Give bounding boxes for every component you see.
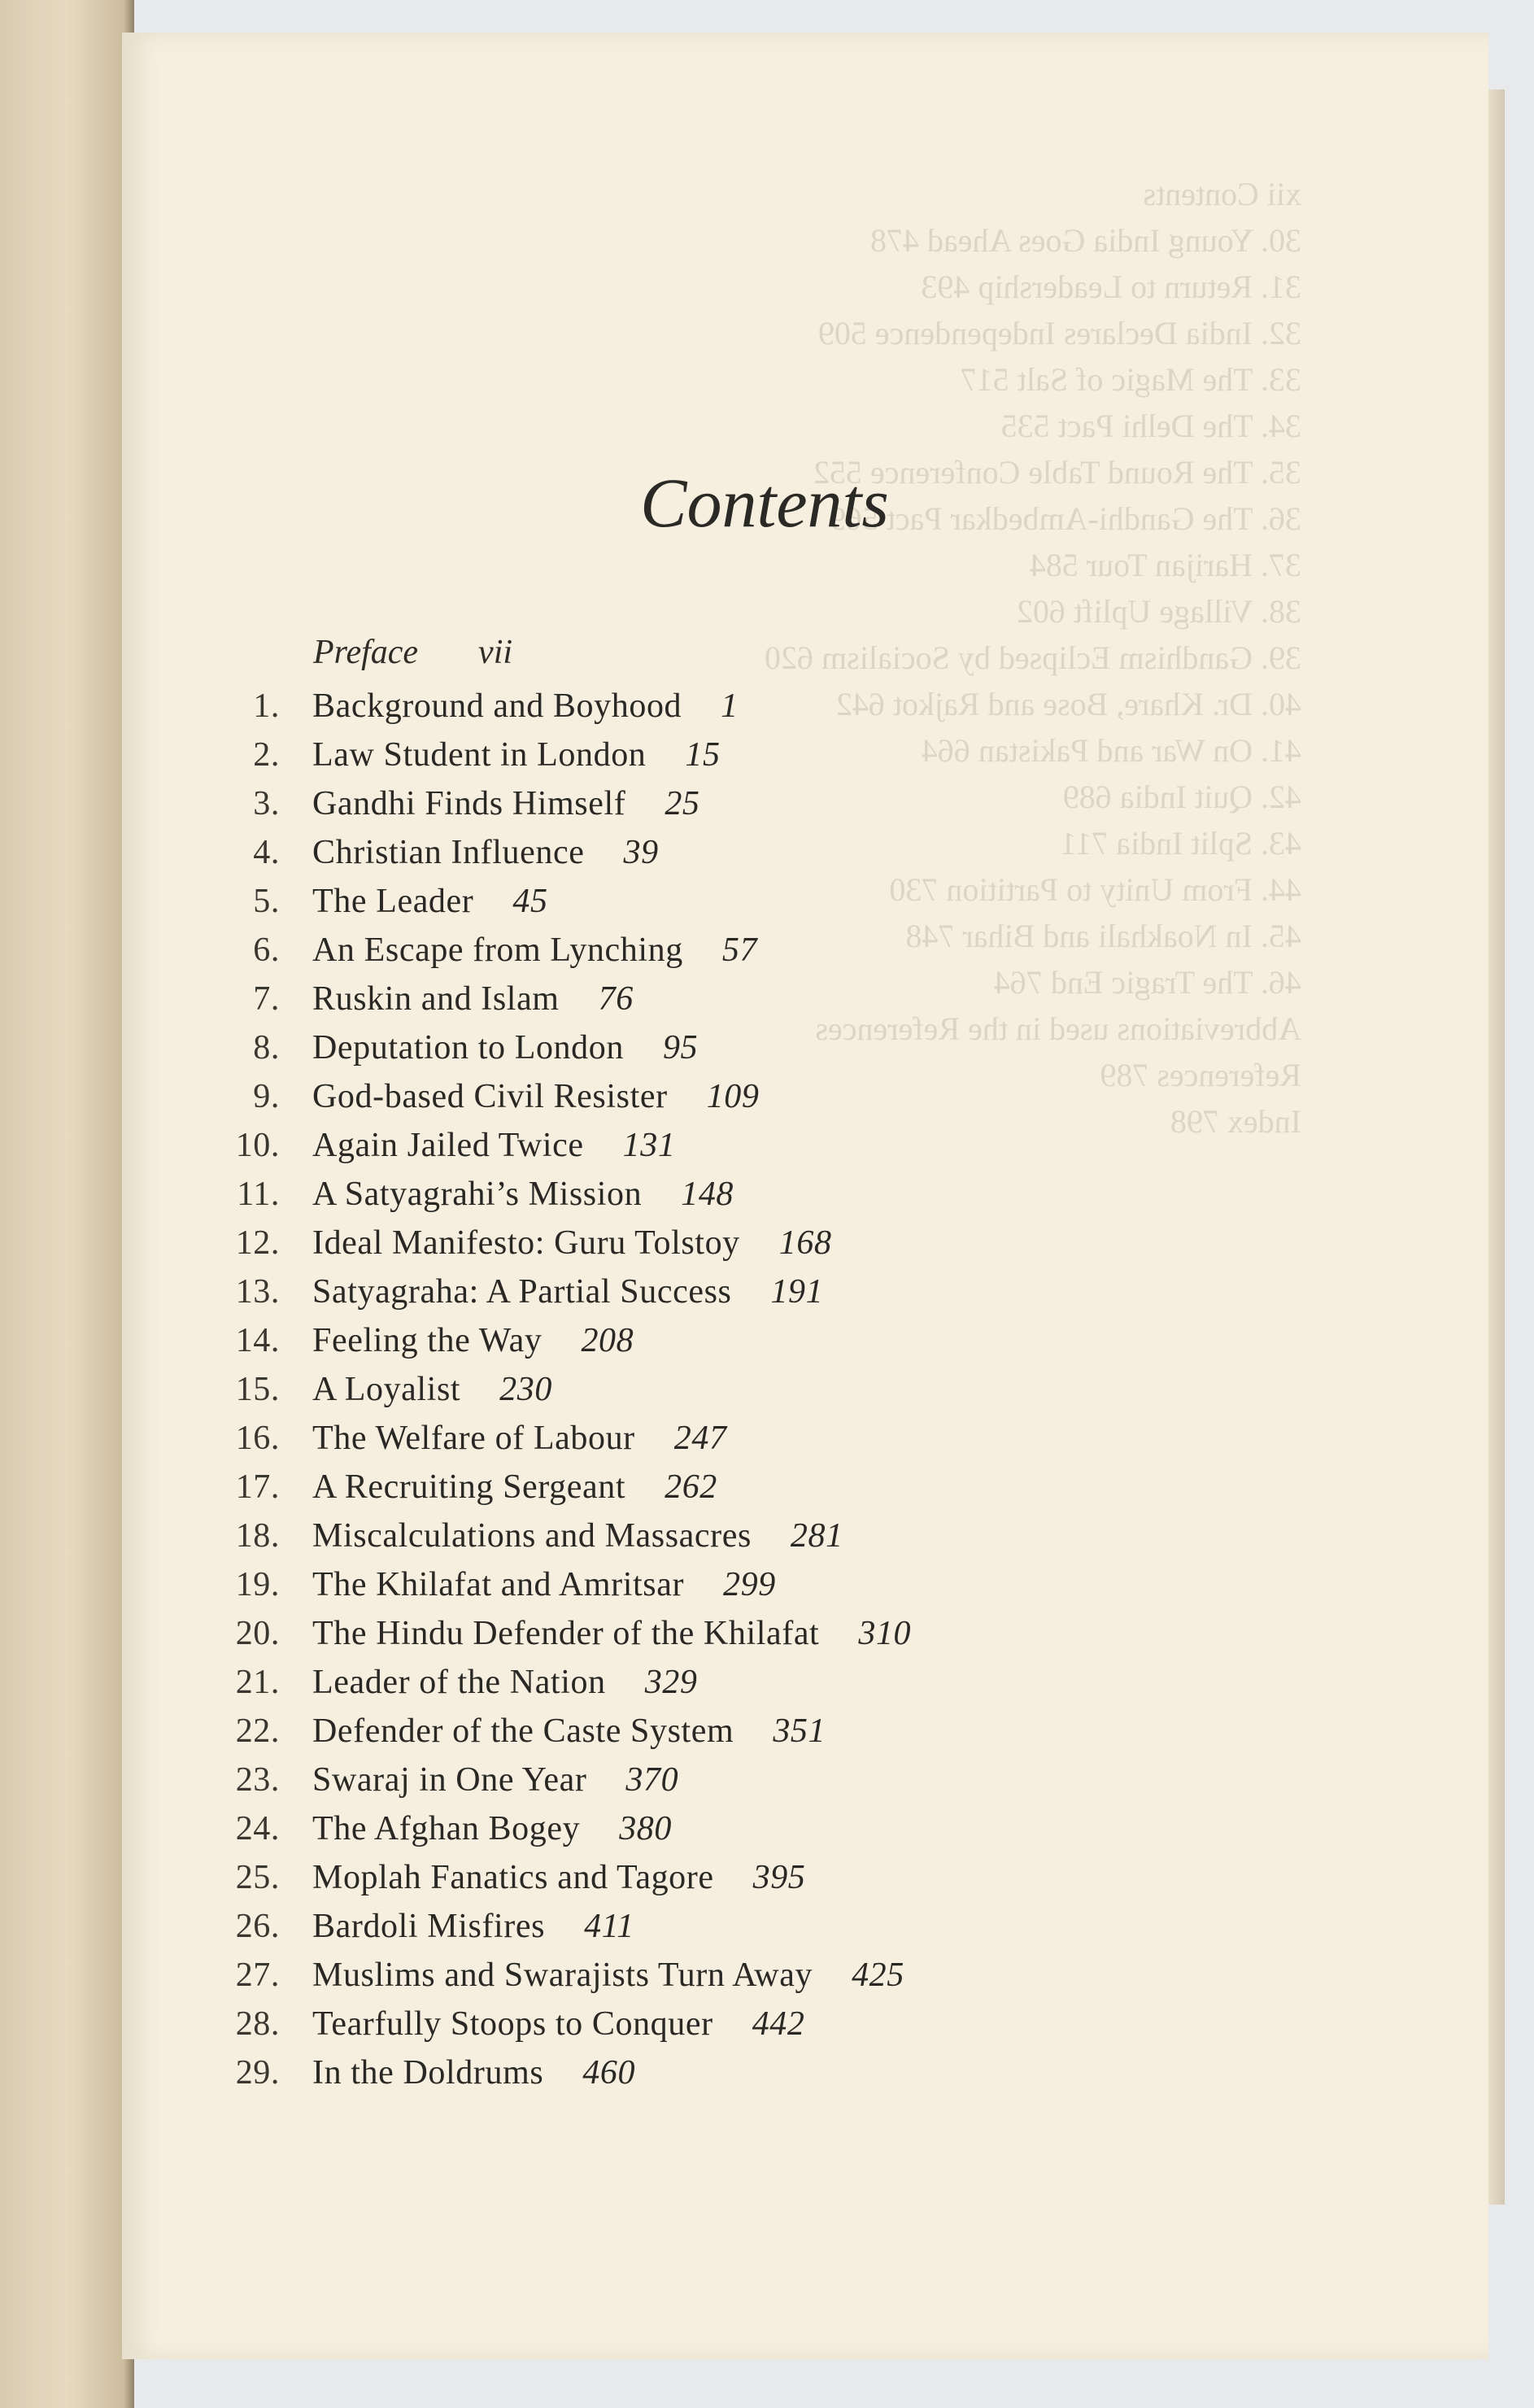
chapter-title: Christian Influence xyxy=(312,834,585,871)
chapter-page: 76 xyxy=(598,980,634,1018)
toc-entry xyxy=(203,1804,1098,1853)
chapter-page: 57 xyxy=(721,931,758,969)
toc-entry xyxy=(203,1267,1098,1316)
chapter-title: Satyagraha: A Partial Success xyxy=(312,1273,732,1311)
toc-entry xyxy=(203,1365,1098,1414)
toc-entry xyxy=(203,828,1098,877)
chapter-number: 9. xyxy=(253,1078,280,1115)
chapter-title: Ruskin and Islam xyxy=(312,980,560,1018)
chapter-title: The Hindu Defender of the Khilafat xyxy=(312,1615,820,1652)
preface-entry xyxy=(313,633,512,672)
show-through-line: Index 798 xyxy=(1170,1103,1301,1140)
chapter-page: 380 xyxy=(619,1810,673,1847)
toc-entry xyxy=(203,1316,1098,1365)
chapter-title: Miscalculations and Massacres xyxy=(312,1517,752,1555)
preface-label: Preface xyxy=(313,634,419,671)
chapter-title: A Satyagrahi’s Mission xyxy=(312,1176,643,1213)
show-through-line: 32. India Declares Independence 509 xyxy=(817,315,1301,351)
show-through-line: 44. From Unity to Partition 730 xyxy=(889,871,1301,908)
chapter-page: 25 xyxy=(665,785,700,822)
chapter-title: Feeling the Way xyxy=(312,1322,543,1359)
toc-entry xyxy=(203,1170,1098,1219)
chapter-title: Moplah Fanatics and Tagore xyxy=(312,1859,714,1896)
chapter-number: 2. xyxy=(253,736,280,774)
toc-entry xyxy=(203,1121,1098,1170)
chapter-number: 13. xyxy=(235,1273,280,1311)
facing-page xyxy=(0,0,134,2408)
show-through-line: xii Contents xyxy=(1143,176,1301,212)
chapter-page: 329 xyxy=(644,1664,698,1701)
show-through-line: 36. The Gandhi-Ambedkar Pact 569 xyxy=(829,500,1301,537)
toc-entry xyxy=(203,1512,1098,1560)
chapter-number: 4. xyxy=(253,834,280,871)
chapter-title: A Loyalist xyxy=(312,1371,461,1408)
show-through-line: 46. The Tragic End 764 xyxy=(993,964,1301,1001)
chapter-title: Law Student in London xyxy=(312,736,647,774)
toc-entry xyxy=(203,1414,1098,1463)
show-through-line: 39. Gandhism Eclipsed by Socialism 620 xyxy=(765,639,1301,676)
chapter-title: The Khilafat and Amritsar xyxy=(312,1566,685,1603)
chapter-page: 299 xyxy=(723,1566,776,1603)
chapter-page: 281 xyxy=(790,1517,843,1555)
show-through-line: References 789 xyxy=(1100,1057,1301,1093)
chapter-number: 11. xyxy=(237,1176,280,1213)
chapter-title: Muslims and Swarajists Turn Away xyxy=(312,1956,813,1994)
toc-entry xyxy=(203,1707,1098,1756)
toc-entry xyxy=(203,975,1098,1023)
table-of-contents xyxy=(203,682,1098,2097)
preface-page: vii xyxy=(478,634,513,671)
chapter-title: Deputation to London xyxy=(312,1029,624,1067)
chapter-number: 19. xyxy=(235,1566,280,1603)
chapter-title: Tearfully Stoops to Conquer xyxy=(312,2005,713,2043)
chapter-page: 351 xyxy=(773,1712,826,1750)
chapter-title: Leader of the Nation xyxy=(312,1664,606,1701)
show-through-line: 38. Village Uplift 602 xyxy=(1016,593,1301,630)
chapter-title: Again Jailed Twice xyxy=(312,1127,584,1164)
chapter-number: 21. xyxy=(235,1664,280,1701)
chapter-number: 20. xyxy=(235,1615,280,1652)
toc-entry xyxy=(203,926,1098,975)
show-through-line: 42. Quit India 689 xyxy=(1062,779,1301,815)
chapter-page: 191 xyxy=(770,1273,824,1311)
chapter-title: The Afghan Bogey xyxy=(312,1810,581,1847)
chapter-page: 395 xyxy=(752,1859,806,1896)
chapter-number: 7. xyxy=(253,980,280,1018)
chapter-page: 442 xyxy=(752,2005,805,2043)
chapter-title: The Leader xyxy=(312,883,474,920)
chapter-page: 148 xyxy=(681,1176,734,1213)
chapter-page: 460 xyxy=(582,2054,636,2092)
chapter-number: 8. xyxy=(253,1029,280,1067)
chapter-number: 12. xyxy=(235,1224,280,1262)
toc-entry xyxy=(203,2000,1098,2048)
toc-entry xyxy=(203,1219,1098,1267)
chapter-number: 25. xyxy=(235,1859,280,1896)
chapter-number: 14. xyxy=(235,1322,280,1359)
toc-entry xyxy=(203,1609,1098,1658)
chapter-number: 22. xyxy=(235,1712,280,1750)
chapter-page: 45 xyxy=(512,883,548,920)
chapter-title: An Escape from Lynching xyxy=(312,931,683,969)
toc-entry xyxy=(203,1951,1098,2000)
chapter-page: 15 xyxy=(685,736,721,774)
chapter-title: Gandhi Finds Himself xyxy=(312,785,626,822)
chapter-page: 411 xyxy=(584,1908,634,1945)
show-through-line: 33. The Magic of Salt 517 xyxy=(960,361,1301,398)
chapter-number: 24. xyxy=(235,1810,280,1847)
toc-entry xyxy=(203,1560,1098,1609)
show-through-line: 43. Split India 711 xyxy=(1060,825,1301,862)
show-through-line: 41. On War and Pakistan 664 xyxy=(921,732,1301,769)
chapter-number: 27. xyxy=(235,1956,280,1994)
toc-entry xyxy=(203,1072,1098,1121)
chapter-page: 230 xyxy=(499,1371,552,1408)
chapter-number: 18. xyxy=(235,1517,280,1555)
chapter-page: 370 xyxy=(625,1761,679,1799)
chapter-title: Background and Boyhood xyxy=(312,687,682,725)
chapter-title: Swaraj in One Year xyxy=(312,1761,587,1799)
chapter-number: 1. xyxy=(253,687,280,725)
toc-entry xyxy=(203,1658,1098,1707)
chapter-page: 262 xyxy=(665,1468,717,1506)
toc-entry xyxy=(203,1853,1098,1902)
chapter-title: God-based Civil Resister xyxy=(312,1078,668,1115)
toc-entry xyxy=(203,1902,1098,1951)
chapter-title: Ideal Manifesto: Guru Tolstoy xyxy=(312,1224,740,1262)
chapter-page: 247 xyxy=(673,1420,727,1457)
chapter-page: 425 xyxy=(852,1956,904,1994)
chapter-title: Defender of the Caste System xyxy=(312,1712,734,1750)
chapter-number: 26. xyxy=(235,1908,280,1945)
chapter-title: A Recruiting Sergeant xyxy=(312,1468,626,1506)
chapter-number: 16. xyxy=(235,1420,280,1457)
show-through-line: 45. In Noakhali and Bihar 748 xyxy=(905,918,1301,954)
show-through-line: 31. Return to Leadership 493 xyxy=(921,268,1301,305)
chapter-number: 17. xyxy=(235,1468,280,1506)
toc-entry xyxy=(203,779,1098,828)
toc-entry xyxy=(203,1023,1098,1072)
chapter-page: 131 xyxy=(622,1127,676,1164)
chapter-page: 95 xyxy=(662,1029,699,1067)
toc-entry xyxy=(203,2048,1098,2097)
chapter-number: 10. xyxy=(235,1127,280,1164)
chapter-page: 1 xyxy=(721,687,739,725)
chapter-page: 208 xyxy=(581,1322,634,1359)
chapter-title: The Welfare of Labour xyxy=(312,1420,635,1457)
chapter-page: 39 xyxy=(623,834,659,871)
show-through-line: 35. The Round Table Conference 552 xyxy=(813,454,1301,491)
chapter-number: 6. xyxy=(253,931,280,969)
toc-entry xyxy=(203,877,1098,926)
chapter-number: 23. xyxy=(235,1761,280,1799)
toc-entry xyxy=(203,682,1098,731)
chapter-number: 15. xyxy=(235,1371,280,1408)
chapter-number: 29. xyxy=(235,2054,280,2092)
toc-entry xyxy=(203,1756,1098,1804)
chapter-title: In the Doldrums xyxy=(312,2054,544,2092)
chapter-page: 310 xyxy=(858,1615,912,1652)
chapter-page: 168 xyxy=(778,1224,832,1262)
show-through-line: 37. Harijan Tour 584 xyxy=(1029,547,1301,583)
chapter-title: Bardoli Misfires xyxy=(312,1908,546,1945)
chapter-number: 3. xyxy=(253,785,280,822)
page-title: Contents xyxy=(640,464,889,542)
show-through-line: 34. The Delhi Pact 535 xyxy=(1000,408,1301,444)
toc-entry xyxy=(203,731,1098,779)
chapter-page: 109 xyxy=(706,1078,760,1115)
show-through-line: 40. Dr. Khare, Bose and Rajkot 642 xyxy=(835,686,1301,722)
chapter-number: 5. xyxy=(253,883,280,920)
show-through-line: Abbreviations used in the References xyxy=(815,1010,1301,1047)
show-through-line: 30. Young India Goes Ahead 478 xyxy=(870,222,1301,259)
toc-entry xyxy=(203,1463,1098,1512)
chapter-number: 28. xyxy=(235,2005,280,2043)
